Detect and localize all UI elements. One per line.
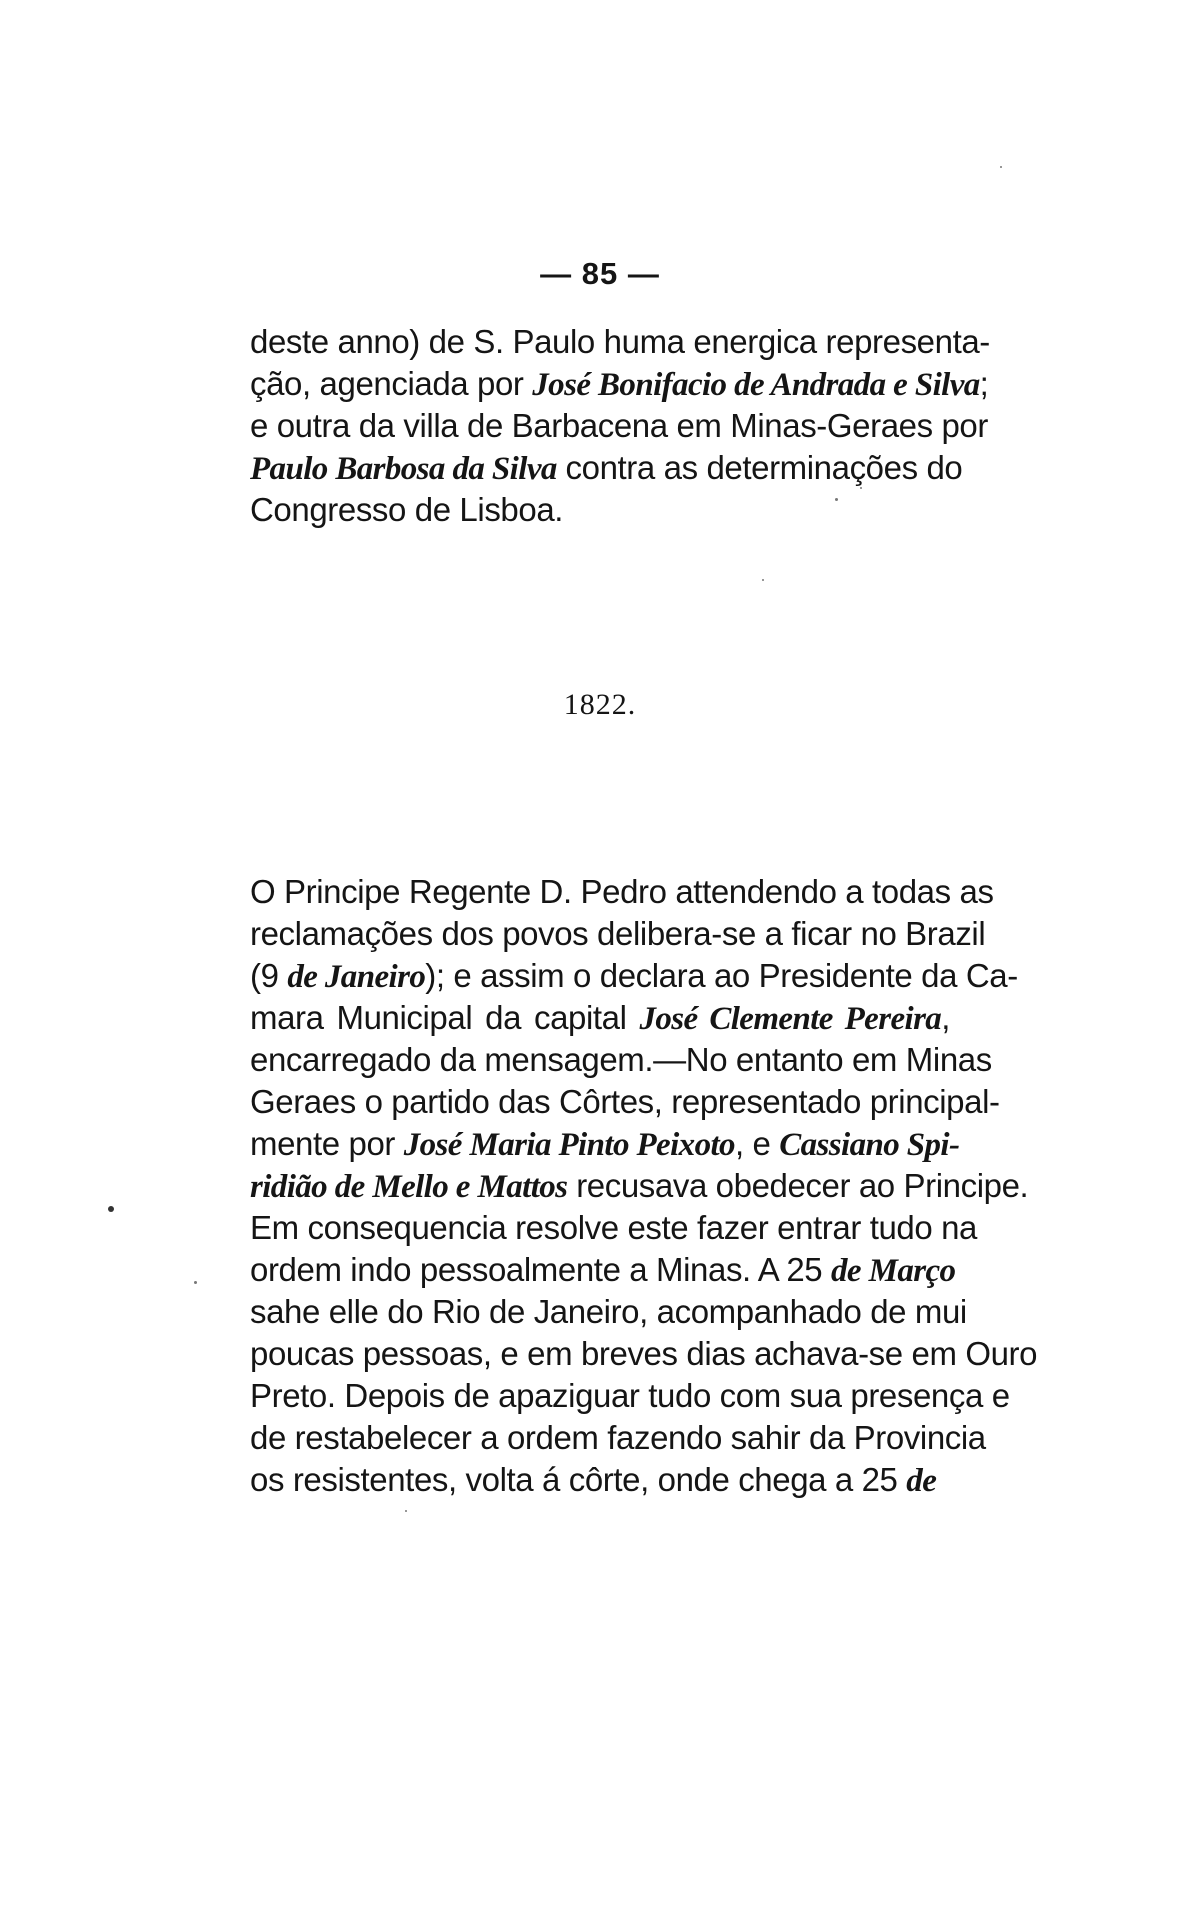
text-run: reclamações dos povos delibera-se a ficar no Brazil — [250, 915, 986, 952]
text-run: mente por — [250, 1125, 404, 1162]
text-run: Geraes o partido das Côrtes, representado principal- — [250, 1083, 1000, 1120]
text-run: Preto. Depois de apaziguar tudo com sua presença e — [250, 1377, 1010, 1414]
text-line — [250, 1417, 986, 1459]
text-run: ção, agenciada por — [250, 365, 533, 402]
text-run: deste anno) de S. Paulo huma energica representa- — [250, 323, 990, 360]
text-line — [250, 1207, 977, 1249]
print-speck — [405, 1510, 407, 1512]
text-run: os resistentes, volta á côrte, onde chega a 25 — [250, 1461, 907, 1498]
text-line — [250, 1249, 956, 1291]
text-run: e outra da villa de Barbacena em Minas-Geraes por — [250, 407, 988, 444]
text-line — [250, 363, 989, 405]
text-line — [250, 955, 1018, 997]
text-line — [250, 447, 963, 489]
paragraph-principe-regente — [250, 871, 1038, 1501]
page-number: — 85 — — [540, 256, 660, 291]
text-line — [250, 405, 988, 447]
italic-name: José Maria Pinto Peixoto — [403, 1127, 735, 1163]
italic-name: Cassiano Spi- — [779, 1127, 960, 1163]
text-run: (9 — [250, 957, 288, 994]
italic-name: José Bonifacio de Andrada e Silva — [532, 367, 980, 403]
text-run: ordem indo pessoalmente a Minas. A 25 — [250, 1251, 831, 1288]
text-run: sahe elle do Rio de Janeiro, acompanhado de mui — [250, 1293, 967, 1330]
print-speck — [860, 487, 862, 489]
text-run: , — [941, 999, 950, 1036]
print-speck — [1000, 166, 1002, 168]
italic-name: de Janeiro — [287, 959, 426, 995]
text-run: Em consequencia resolve este fazer entrar tudo na — [250, 1209, 977, 1246]
print-speck — [194, 1281, 197, 1284]
text-run: mara Municipal da capital — [250, 999, 640, 1036]
print-speck — [762, 579, 764, 581]
text-line — [250, 1039, 992, 1081]
italic-name: de — [906, 1463, 937, 1499]
text-line — [250, 1375, 1010, 1417]
text-line — [250, 1333, 1038, 1375]
text-run: recusava obedecer ao Principe. — [567, 1167, 1029, 1204]
text-run: encarregado da mensagem.—No entanto em Minas — [250, 1041, 992, 1078]
text-line — [250, 1123, 960, 1165]
print-speck — [108, 1206, 114, 1212]
text-line — [250, 1081, 1000, 1123]
print-speck — [835, 498, 838, 501]
italic-name: José Clemente Pereira — [639, 1001, 942, 1037]
text-run: O Principe Regente D. Pedro attendendo a todas as — [250, 873, 994, 910]
year-heading: 1822. — [563, 688, 637, 721]
text-line — [250, 871, 994, 913]
italic-name: ridião de Mello e Mattos — [250, 1169, 568, 1205]
paragraph-deste-anno — [250, 321, 990, 531]
text-run: ; — [979, 365, 989, 402]
italic-name: Paulo Barbosa da Silva — [250, 451, 557, 487]
text-run: contra as determinações do — [556, 449, 963, 486]
text-run: poucas pessoas, e em breves dias achava-se em Ouro — [250, 1335, 1038, 1372]
text-run: Congresso de Lisboa. — [250, 491, 564, 528]
text-line — [250, 489, 950, 531]
text-line — [250, 1165, 1029, 1207]
text-run: ); e assim o declara ao Presidente da Ca- — [425, 957, 1018, 994]
text-line — [250, 913, 986, 955]
italic-name: de Março — [831, 1253, 956, 1289]
text-run: de restabelecer a ordem fazendo sahir da Provincia — [250, 1419, 986, 1456]
text-line — [250, 1291, 967, 1333]
text-line — [250, 1459, 950, 1501]
text-run: , e — [734, 1125, 780, 1162]
text-line — [250, 321, 990, 363]
text-line — [250, 997, 950, 1039]
